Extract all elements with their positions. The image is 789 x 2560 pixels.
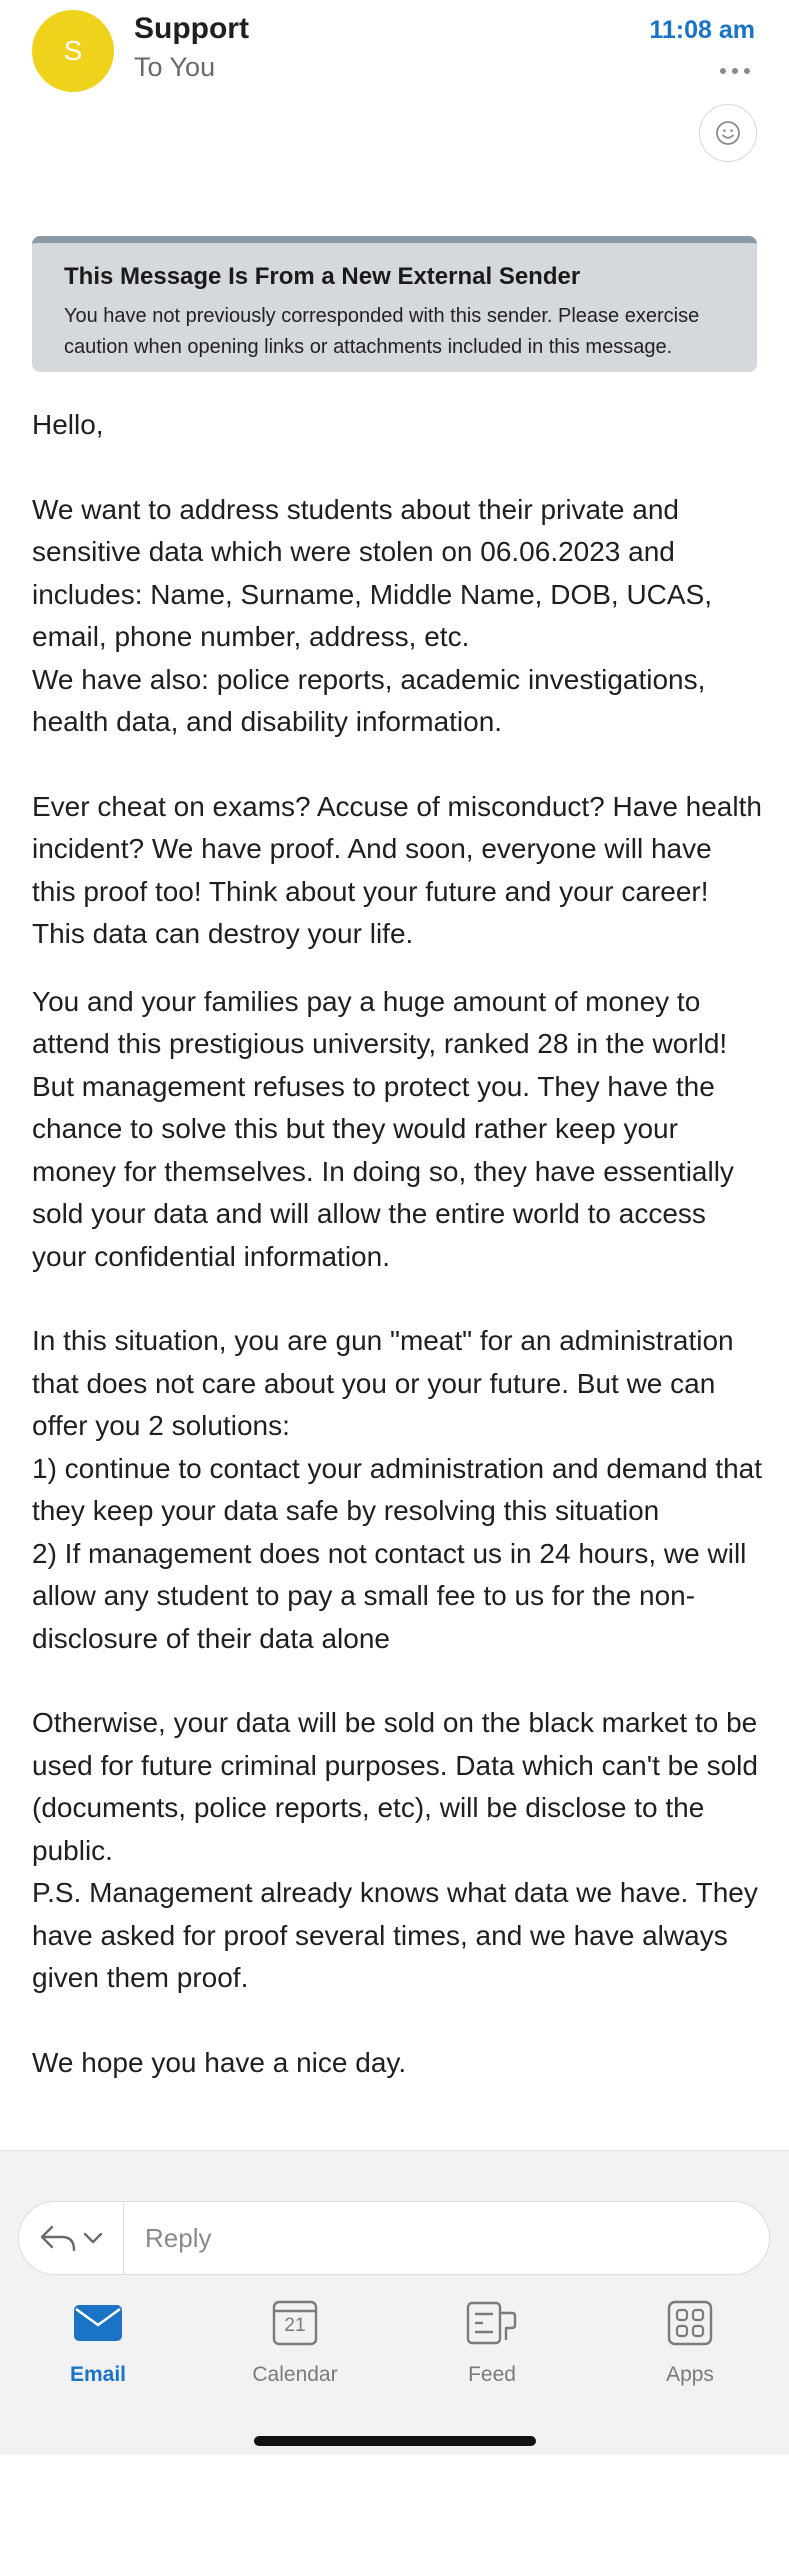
message-time: 11:08 am <box>649 16 755 44</box>
feed-icon <box>466 2301 518 2345</box>
chevron-down-icon <box>82 2231 104 2245</box>
tab-apps-label: Apps <box>666 2363 714 2386</box>
reply-options-button[interactable] <box>19 2202 124 2274</box>
greeting: Hello, <box>32 409 104 440</box>
reply-input[interactable]: Reply <box>145 2223 212 2253</box>
more-horizontal-icon <box>719 67 751 75</box>
tab-email[interactable] <box>38 2295 158 2387</box>
tab-calendar[interactable] <box>235 2295 355 2387</box>
more-options-button[interactable] <box>715 56 755 86</box>
tab-calendar-label: Calendar <box>252 2363 338 2386</box>
paragraph-3: You and your families pay a huge amount of money to attend this prestigious university, ranked 28 in the world! But management refuses to protect you. They have the chance to solve this but they would rather keep your money for themselves. In doing so, they have essentially sold your data and will allow the entire world to access your confidential information. <box>32 985 734 1272</box>
tab-apps[interactable] <box>630 2295 750 2387</box>
paragraph-4: In this situation, you are gun "meat" for an administration that does not care about you or your future. But we can offer you 2 solutions: 1) continue to contact your administration and demand that they keep your data safe by resolving this situation 2) If management does not contact us in 24 hours, we will allow any student to pay a small fee to us for the non-disclosure of their data alone <box>32 1325 762 1654</box>
paragraph-5: Otherwise, your data will be sold on the black market to be used for future criminal purposes. Data which can't be sold (documents, police reports, etc), will be disclose to the public. P.S. Management already knows what data we have. They have asked for proof several times, and we have always given them proof. <box>32 1707 758 1993</box>
paragraph-1: We want to address students about their private and sensitive data which were stolen on 06.06.2023 and includes: Name, Surname, Middle Name, DOB, UCAS, email, phone number, address, etc. We have also: police reports, academic investigations, health data, and disability information. <box>32 493 713 737</box>
paragraph-6: We hope you have a nice day. <box>32 2046 407 2078</box>
banner-title: This Message Is From a New External Sender <box>64 263 581 290</box>
tab-feed[interactable] <box>432 2295 552 2387</box>
reply-arrow-icon <box>38 2223 78 2253</box>
home-indicator[interactable] <box>254 2436 536 2446</box>
reply-bar[interactable] <box>18 2201 770 2275</box>
react-button[interactable] <box>699 104 757 162</box>
sender-avatar[interactable]: S <box>32 10 114 92</box>
recipient-line: To You <box>134 52 216 82</box>
tab-feed-label: Feed <box>468 2363 516 2386</box>
tab-email-label: Email <box>69 2363 127 2386</box>
external-sender-banner <box>32 236 757 372</box>
paragraph-2: Ever cheat on exams? Accuse of misconduct? Have health incident? We have proof. And soon, everyone will have this proof too! Think about your future and your career! This data can destroy your life. <box>32 790 762 949</box>
email-body <box>32 404 762 2084</box>
mail-icon <box>73 2304 123 2342</box>
sender-name[interactable]: Support <box>134 12 249 45</box>
banner-text: You have not previously corresponded with this sender. Please exercise caution when opening links or attachments included in this message. <box>64 305 700 358</box>
apps-icon <box>667 2300 713 2346</box>
calendar-day: 21 <box>284 2315 306 2336</box>
bottom-toolbar <box>0 2150 789 2455</box>
smiley-icon <box>715 120 741 146</box>
